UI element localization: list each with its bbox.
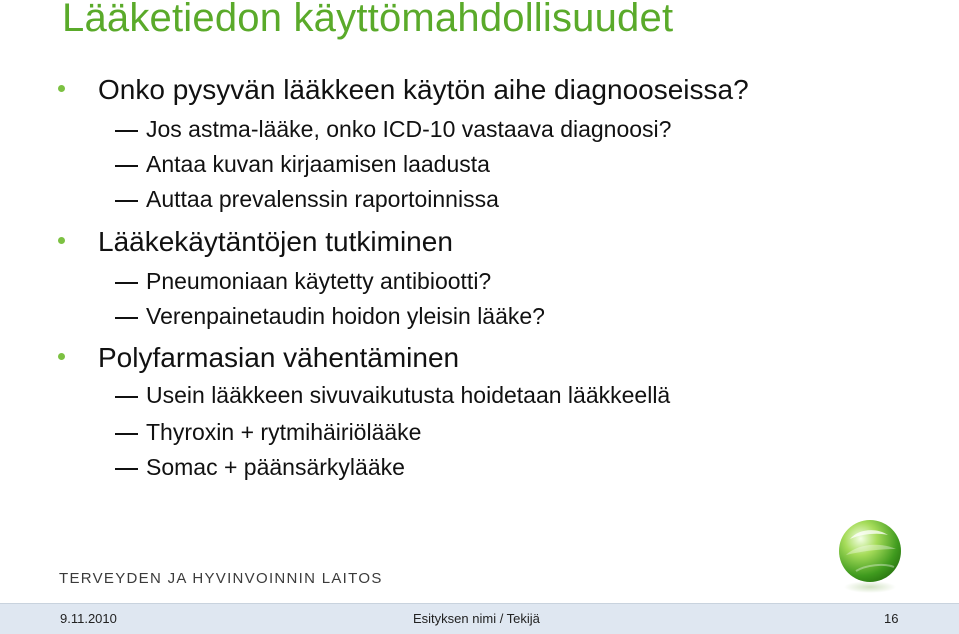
sub-bullet-item bbox=[146, 268, 491, 295]
sub-bullet-text: Usein lääkkeen sivuvaikutusta hoidetaan lääkkeellä bbox=[146, 382, 671, 408]
sub-bullet-item bbox=[146, 303, 545, 330]
bullet-text: Polyfarmasian vähentäminen bbox=[98, 342, 460, 373]
dash-icon bbox=[115, 165, 138, 167]
sub-bullet-text: Jos astma-lääke, onko ICD-10 vastaava diagnoosi? bbox=[146, 116, 672, 142]
sub-bullet-text: Thyroxin + rytmihäiriölääke bbox=[146, 419, 422, 445]
sub-bullet-item bbox=[146, 419, 421, 446]
sub-bullet-text: Verenpainetaudin hoidon yleisin lääke? bbox=[146, 303, 545, 329]
sub-bullet-text: Pneumoniaan käytetty antibiootti? bbox=[146, 268, 492, 294]
dash-icon bbox=[115, 282, 138, 284]
sub-bullet-text: Antaa kuvan kirjaamisen laadusta bbox=[146, 151, 490, 177]
sub-bullet-text: Auttaa prevalenssin raportoinnissa bbox=[146, 186, 499, 212]
sub-bullet-item bbox=[146, 454, 405, 481]
footer-date: 9.11.2010 bbox=[60, 611, 117, 626]
footer-page-number: 16 bbox=[884, 611, 899, 626]
organization-logo-text: TERVEYDEN JA HYVINVOINNIN LAITOS bbox=[59, 570, 383, 587]
bullet-text: Onko pysyvän lääkkeen käytön aihe diagnooseissa? bbox=[98, 74, 749, 105]
footer-presentation-name: Esityksen nimi / Tekijä bbox=[413, 611, 540, 626]
sub-bullet-text: Somac + päänsärkylääke bbox=[146, 454, 405, 480]
footer-bar bbox=[0, 603, 959, 634]
bullet-item bbox=[98, 226, 453, 258]
bullet-dot-icon bbox=[58, 237, 65, 244]
sub-bullet-item bbox=[146, 382, 670, 409]
bullet-dot-icon bbox=[58, 85, 65, 92]
bullet-item bbox=[98, 342, 459, 374]
dash-icon bbox=[115, 317, 138, 319]
dash-icon bbox=[115, 433, 138, 435]
bullet-text: Lääkekäytäntöjen tutkiminen bbox=[98, 226, 453, 257]
sub-bullet-item bbox=[146, 151, 490, 178]
dash-icon bbox=[115, 130, 138, 132]
bullet-item bbox=[98, 74, 749, 106]
sub-bullet-item bbox=[146, 116, 671, 143]
slide-title: Lääketiedon käyttömahdollisuudet bbox=[62, 0, 674, 40]
dash-icon bbox=[115, 396, 138, 398]
dash-icon bbox=[115, 200, 138, 202]
sub-bullet-item bbox=[146, 186, 499, 213]
green-globe-logo-icon bbox=[836, 515, 906, 595]
dash-icon bbox=[115, 468, 138, 470]
bullet-dot-icon bbox=[58, 353, 65, 360]
